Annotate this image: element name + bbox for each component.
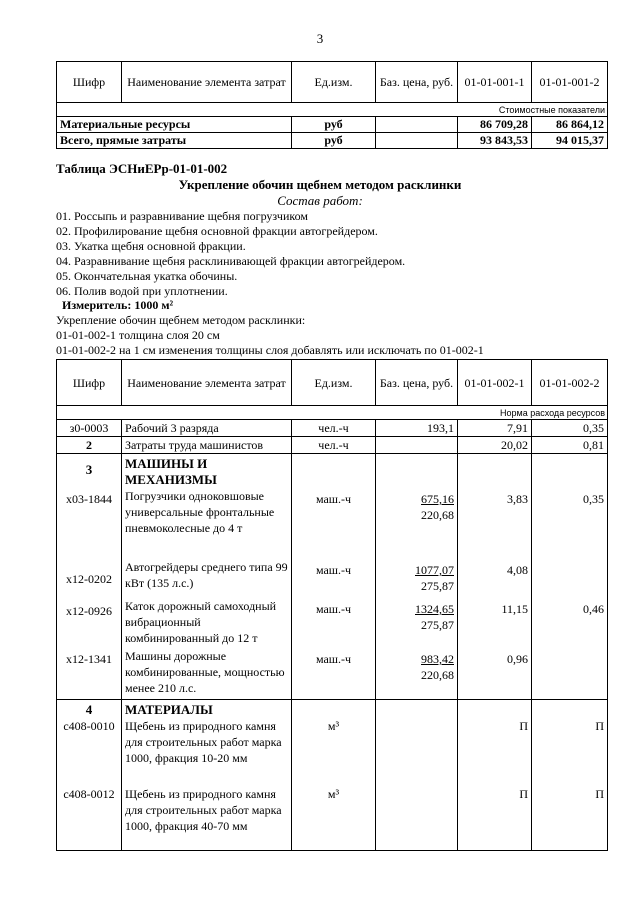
group-codes xyxy=(57,700,122,851)
description-line: Укрепление обочин щебнем методом расклинки: xyxy=(56,313,306,327)
table-row xyxy=(57,117,608,133)
row-code: с408-0012 xyxy=(63,787,115,801)
group-values-1 xyxy=(458,700,532,851)
header-unit: Ед.изм. xyxy=(292,62,376,103)
table-title: Таблица ЭСНиЕРр-01-01-002 xyxy=(56,161,228,176)
row-code: 2 xyxy=(57,437,122,454)
row-name: Рабочий 3 разряда xyxy=(122,420,292,437)
row-unit: м³ xyxy=(327,787,340,801)
step-item: 05. Окончательная укатка обочины. xyxy=(56,269,238,283)
group-values-2 xyxy=(532,700,608,851)
row-value-2: П xyxy=(595,787,604,801)
group-names xyxy=(122,454,292,700)
row-price: 1324,65 xyxy=(415,602,454,616)
table-caption: Стоимостные показатели xyxy=(57,103,608,117)
row-code: х12-0202 xyxy=(66,572,112,586)
section-title: МАШИНЫ И МЕХАНИЗМЫ xyxy=(125,456,217,487)
row-name: Погрузчики одноковшовые универсальные фронтальные пневмоколесные до 4 т xyxy=(125,489,275,535)
group-prices xyxy=(376,454,458,700)
step-item: 04. Разравнивание щебня расклинивающей фракции автогрейдером. xyxy=(56,254,406,268)
header-code: Шифр xyxy=(57,62,122,103)
row-price xyxy=(376,437,458,454)
row-price xyxy=(376,133,458,149)
row-price-2: 275,87 xyxy=(421,618,454,632)
section-code: 3 xyxy=(85,462,93,477)
row-code: х12-0926 xyxy=(66,604,112,618)
table-caption: Норма расхода ресурсов xyxy=(57,406,608,420)
description-line: 01-01-002-2 на 1 см изменения толщины слоя добавлять или исключать по 01-002-1 xyxy=(56,343,484,357)
section-title: МАТЕРИАЛЫ xyxy=(125,702,213,717)
row-unit: маш.-ч xyxy=(315,652,352,666)
row-price: 1077,07 xyxy=(415,563,454,577)
resource-table xyxy=(56,359,608,851)
row-name: Автогрейдеры среднего типа 99 кВт (135 л.с.) xyxy=(125,560,288,590)
row-value-2: 0,35 xyxy=(583,492,604,506)
header-price: Баз. цена, руб. xyxy=(376,360,458,406)
row-name: Каток дорожный самоходный вибрационный комбинированный до 12 т xyxy=(125,599,277,645)
table-header-row xyxy=(57,62,608,103)
caption-row xyxy=(57,103,608,117)
row-price: 675,16 xyxy=(421,492,454,506)
row-value-2: 0,81 xyxy=(532,437,608,454)
page-number: 3 xyxy=(316,31,324,46)
meter: Измеритель: 1000 м² xyxy=(62,298,174,312)
row-price-2: 220,68 xyxy=(421,668,454,682)
step-item: 06. Полив водой при уплотнении. xyxy=(56,284,228,298)
header-col2: 01-01-001-2 xyxy=(532,62,608,103)
row-value-1: 93 843,53 xyxy=(458,133,532,149)
row-value-1: 3,83 xyxy=(507,492,528,506)
row-value-2: 94 015,37 xyxy=(532,133,608,149)
group-values-2 xyxy=(532,454,608,700)
row-name: Всего, прямые затраты xyxy=(57,133,292,149)
row-name: Щебень из природного камня для строительных работ марка 1000, фракция 40-70 мм xyxy=(125,787,282,833)
row-code: х03-1844 xyxy=(66,492,112,506)
row-code: с408-0010 xyxy=(63,719,115,733)
header-col1: 01-01-001-1 xyxy=(458,62,532,103)
row-value-1: 11,15 xyxy=(501,602,528,616)
header-name: Наименование элемента затрат xyxy=(122,62,292,103)
row-value-1: 0,96 xyxy=(507,652,528,666)
row-price xyxy=(376,117,458,133)
row-unit: чел.-ч xyxy=(292,420,376,437)
row-unit: руб xyxy=(292,133,376,149)
row-unit: м³ xyxy=(327,719,340,733)
row-code: х12-1341 xyxy=(66,652,112,666)
table-section-group xyxy=(57,454,608,700)
row-value-1: 7,91 xyxy=(458,420,532,437)
row-value-1: 20,02 xyxy=(458,437,532,454)
row-value-2: П xyxy=(595,719,604,733)
row-price: 983,42 xyxy=(421,652,454,666)
header-col1: 01-01-002-1 xyxy=(458,360,532,406)
row-name: Щебень из природного камня для строительных работ марка 1000, фракция 10-20 мм xyxy=(125,719,282,765)
section-code: 4 xyxy=(85,702,93,717)
group-values-1 xyxy=(458,454,532,700)
row-value-1: П xyxy=(519,787,528,801)
group-prices xyxy=(376,700,458,851)
row-name: Машины дорожные комбинированные, мощностью менее 210 л.с. xyxy=(125,649,285,695)
row-name: Затраты труда машинистов xyxy=(122,437,292,454)
table-row xyxy=(57,133,608,149)
composition-title: Состав работ: xyxy=(277,193,363,208)
row-value-1: 4,08 xyxy=(507,563,528,577)
header-unit: Ед.изм. xyxy=(292,360,376,406)
row-name: Материальные ресурсы xyxy=(57,117,292,133)
header-col2: 01-01-002-2 xyxy=(532,360,608,406)
step-item: 03. Укатка щебня основной фракции. xyxy=(56,239,246,253)
row-unit: маш.-ч xyxy=(315,492,352,506)
group-units xyxy=(292,454,376,700)
row-value-2: 0,35 xyxy=(532,420,608,437)
step-item: 01. Россыпь и разравнивание щебня погрузчиком xyxy=(56,209,308,223)
row-value-2: 86 864,12 xyxy=(532,117,608,133)
group-units xyxy=(292,700,376,851)
row-unit: чел.-ч xyxy=(292,437,376,454)
step-item: 02. Профилирование щебня основной фракции автогрейдером. xyxy=(56,224,378,238)
group-codes xyxy=(57,454,122,700)
row-unit: маш.-ч xyxy=(315,602,352,616)
table-header-row xyxy=(57,360,608,406)
row-price: 193,1 xyxy=(376,420,458,437)
row-value-2: 0,46 xyxy=(583,602,604,616)
table-row xyxy=(57,420,608,437)
row-price-2: 220,68 xyxy=(421,508,454,522)
row-value-1: 86 709,28 xyxy=(458,117,532,133)
row-unit: маш.-ч xyxy=(315,563,352,577)
row-unit: руб xyxy=(292,117,376,133)
row-code: з0-0003 xyxy=(57,420,122,437)
caption-row xyxy=(57,406,608,420)
table-row xyxy=(57,437,608,454)
header-name: Наименование элемента затрат xyxy=(122,360,292,406)
cost-table xyxy=(56,61,608,149)
group-names xyxy=(122,700,292,851)
row-value-1: П xyxy=(519,719,528,733)
work-title: Укрепление обочин щебнем методом расклинки xyxy=(178,177,462,192)
header-price: Баз. цена, руб. xyxy=(376,62,458,103)
row-price-2: 275,87 xyxy=(421,579,454,593)
table-section-group xyxy=(57,700,608,851)
header-code: Шифр xyxy=(57,360,122,406)
description-line: 01-01-002-1 толщина слоя 20 см xyxy=(56,328,220,342)
